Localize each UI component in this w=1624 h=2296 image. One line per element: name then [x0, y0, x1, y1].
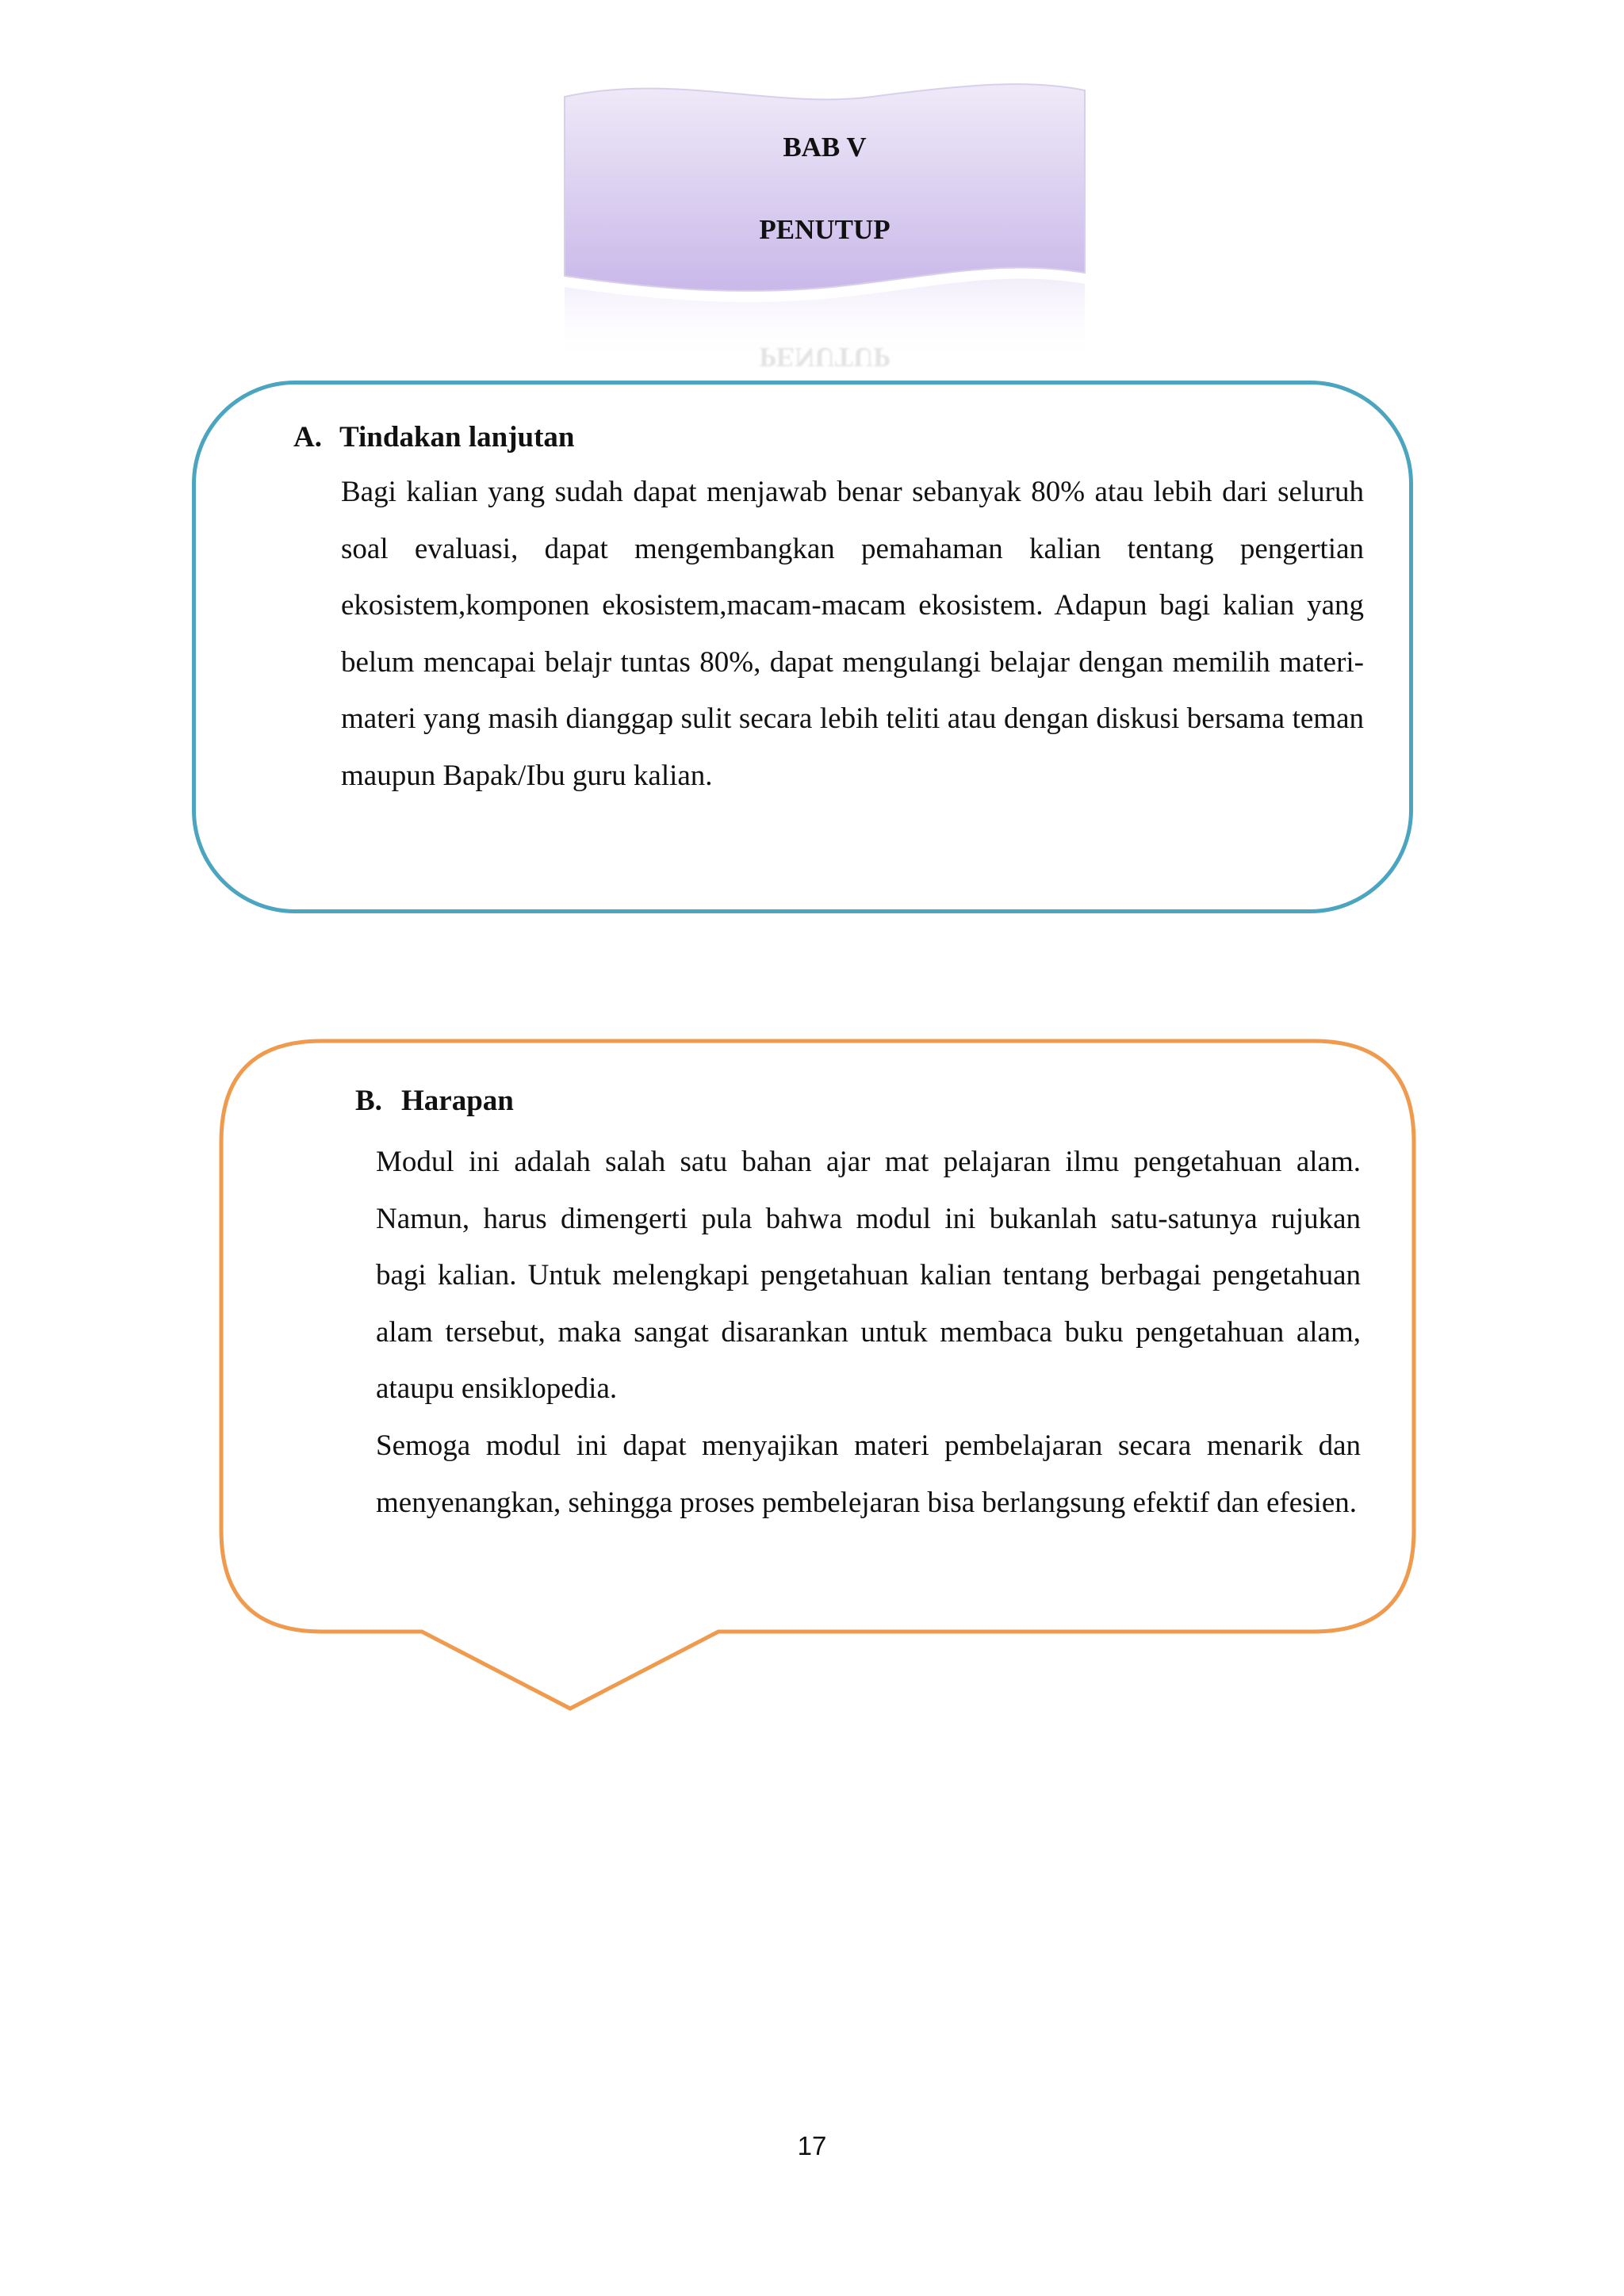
section-a-heading [293, 420, 575, 454]
section-b-paragraph-2: Semoga modul ini dapat menyajikan materi pembelajaran secara menarik dan menyenangkan, sehingga proses pembelejaran bisa berlangsung efektif dan efesien. [376, 1429, 1361, 1519]
section-a-paragraph: Bagi kalian yang sudah dapat menjawab benar sebanyak 80% atau lebih dari seluruh soal evaluasi, dapat mengembangkan pemahaman kalian tentang pengertian ekosistem,komponen ekosistem,macam-macam ekosistem. Adapun bagi kalian yang belum mencapai belajr tuntas 80%, dapat mengulangi belajar dengan memilih materi-materi yang masih dianggap sulit secara lebih teliti atau dengan diskusi bersama teman maupun Bapak/Ibu guru kalian. [341, 476, 1364, 792]
section-b-marker: B. [355, 1085, 382, 1117]
page-number: 17 [797, 2131, 827, 2160]
chapter-title-reflection: PENUTUP [759, 342, 891, 373]
section-b-title: Harapan [401, 1085, 514, 1117]
section-b-heading [355, 1084, 514, 1118]
chapter-banner [555, 79, 1094, 396]
section-a-marker: A. [293, 421, 322, 453]
section-a-title: Tindakan lanjutan [339, 421, 575, 453]
chapter-label: BAB V [783, 132, 867, 163]
chapter-title: PENUTUP [759, 214, 891, 245]
section-b-paragraph-1: Modul ini adalah salah satu bahan ajar mat pelajaran ilmu pengetahuan alam. Namun, harus dimengerti pula bahwa modul ini bukanlah satu-satunya rujukan bagi kalian. Untuk melengkapi pengetahuan kalian tentang berbagai pengetahuan alam tersebut, maka sangat disarankan untuk membaca buku pengetahuan alam, ataupu ensiklopedia. [376, 1146, 1361, 1405]
